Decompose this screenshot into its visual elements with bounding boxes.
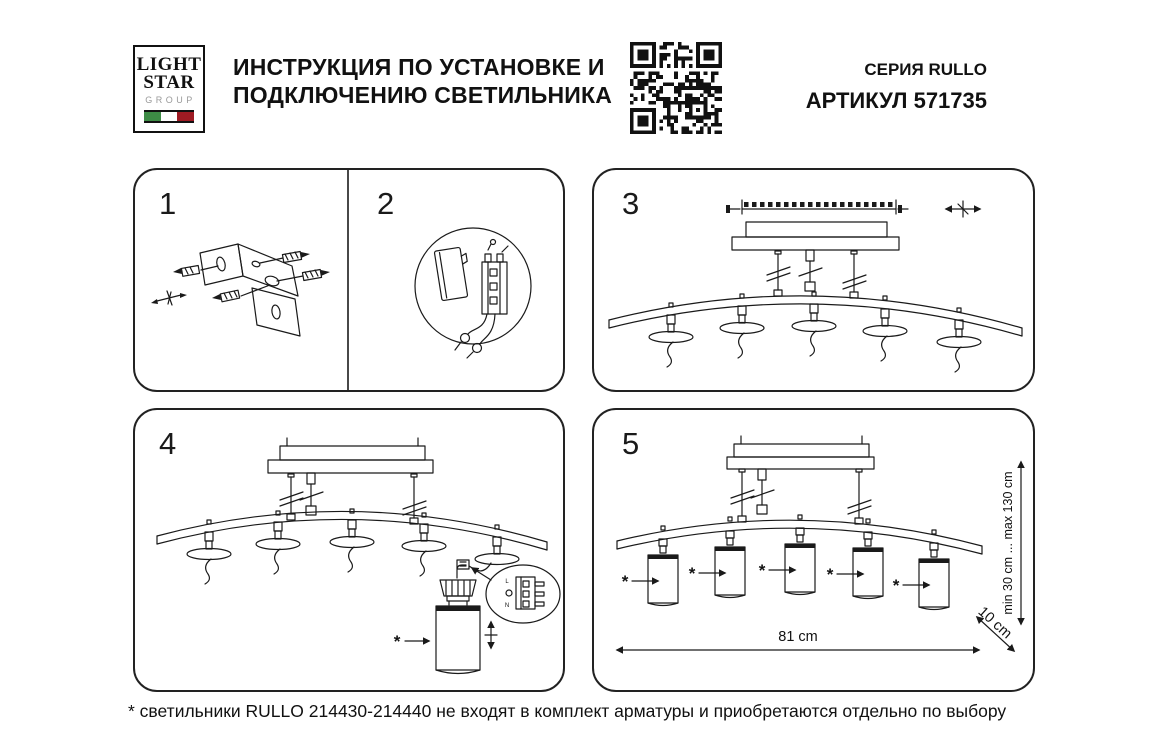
product-info [806,60,987,114]
lamp-socket [440,580,476,605]
anchor-screw [212,285,270,302]
article-label: АРТИКУЛ 571735 [805,88,987,113]
terminal-block [482,240,508,315]
step-1-2-drawing [135,170,563,390]
cover-box [434,246,472,300]
suspension-rods [280,473,426,524]
step-number-1: 1 [159,186,177,221]
logo-light: LIGHT [136,54,202,75]
screw-icon [151,291,187,305]
lightstar-logo [133,45,205,133]
wiring-detail-circle [415,228,531,358]
bracket-drawing [151,244,330,336]
italian-flag-stripe [144,110,194,123]
asterisk-marker: * [621,572,629,591]
asterisk-marker: * [826,565,834,584]
panel-step-4 [133,408,565,692]
page-title [233,53,623,109]
asterisk-marker: * [393,632,401,651]
anchor-screw [173,265,218,276]
dimension-width-label: 81 cm [778,629,818,645]
lamp-shade-cylinder [436,606,480,674]
logo-group: GROUP [145,95,196,105]
panel-step-5 [592,408,1035,692]
step-number-5: 5 [622,426,640,461]
title-line-2: ПОДКЛЮЧЕНИЮ СВЕТИЛЬНИКА [233,82,613,108]
step-3-drawing [594,170,1033,390]
panel-step-3 [592,168,1035,392]
step-number-3: 3 [622,186,640,221]
asterisk-marker: * [892,576,900,595]
step-number-4: 4 [159,426,177,461]
series-label: СЕРИЯ RULLO [864,60,987,79]
lamp-holder-discs [187,520,519,584]
anchor-screw [260,251,310,263]
wires-with-ring-terminals [455,314,495,358]
dimension-depth-label: 10 cm [974,603,1015,643]
step-4-drawing [135,410,563,690]
screw-icon [946,201,980,217]
rotation-arrow-icon [485,622,497,648]
terminal-block-detail [472,565,560,623]
canopy [727,436,874,469]
asterisk-marker: * [688,564,696,583]
panel-step-1-2 [133,168,565,392]
step-5-drawing [594,410,1033,690]
dimension-width [617,629,979,650]
title-line-1: ИНСТРУКЦИЯ ПО УСТАНОВКЕ И [233,54,605,80]
suspension-rods [767,250,866,298]
footnote: * светильники RULLO 214430-214440 не входят в комплект арматуры и приобретаются отдельно по выбору [128,701,1007,721]
asterisk-marker: * [758,561,766,580]
ceiling-line [726,200,908,214]
lamp-holder-discs [649,304,981,372]
qr-code [630,42,722,134]
suspension-rods [731,469,871,524]
canopy [732,222,899,250]
terminal-label-line: L [505,579,509,585]
dimension-height [1001,462,1021,624]
dimension-height-label: min 30 cm ... max 130 cm [1001,471,1015,615]
canopy [268,438,433,473]
logo-star: STAR [143,72,195,93]
anchor-screw [277,269,330,281]
step-number-2: 2 [377,186,395,221]
terminal-label-neutral: N [504,603,510,609]
